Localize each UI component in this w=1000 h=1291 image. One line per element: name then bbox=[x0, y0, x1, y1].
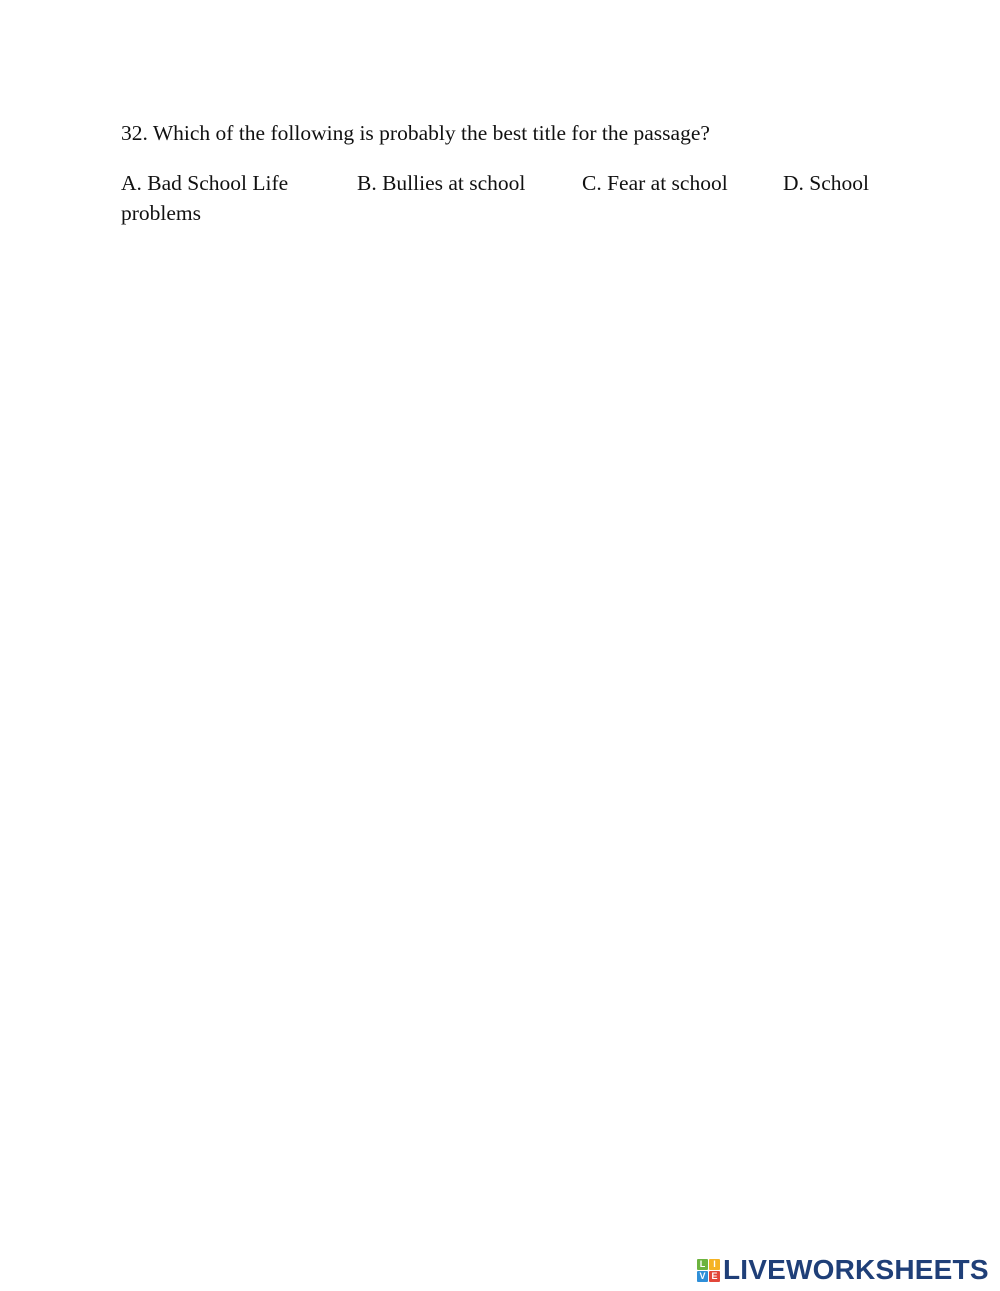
logo-letter-i: I bbox=[709, 1259, 720, 1270]
logo-letter-v: V bbox=[697, 1271, 708, 1282]
logo-icon bbox=[697, 1259, 720, 1282]
option-b: B. Bullies at school bbox=[357, 171, 526, 195]
option-a: A. Bad School Life bbox=[121, 171, 289, 195]
option-d: D. School bbox=[783, 171, 869, 195]
liveworksheets-logo bbox=[697, 1255, 989, 1285]
logo-text: LIVEWORKSHEETS bbox=[723, 1254, 989, 1285]
option-d-continuation: problems bbox=[121, 201, 202, 225]
logo-letter-e: E bbox=[709, 1271, 720, 1282]
option-c: C. Fear at school bbox=[582, 171, 728, 195]
logo-letter-l: L bbox=[697, 1259, 708, 1270]
question-text: 32. Which of the following is probably the best title for the passage? bbox=[121, 121, 710, 145]
